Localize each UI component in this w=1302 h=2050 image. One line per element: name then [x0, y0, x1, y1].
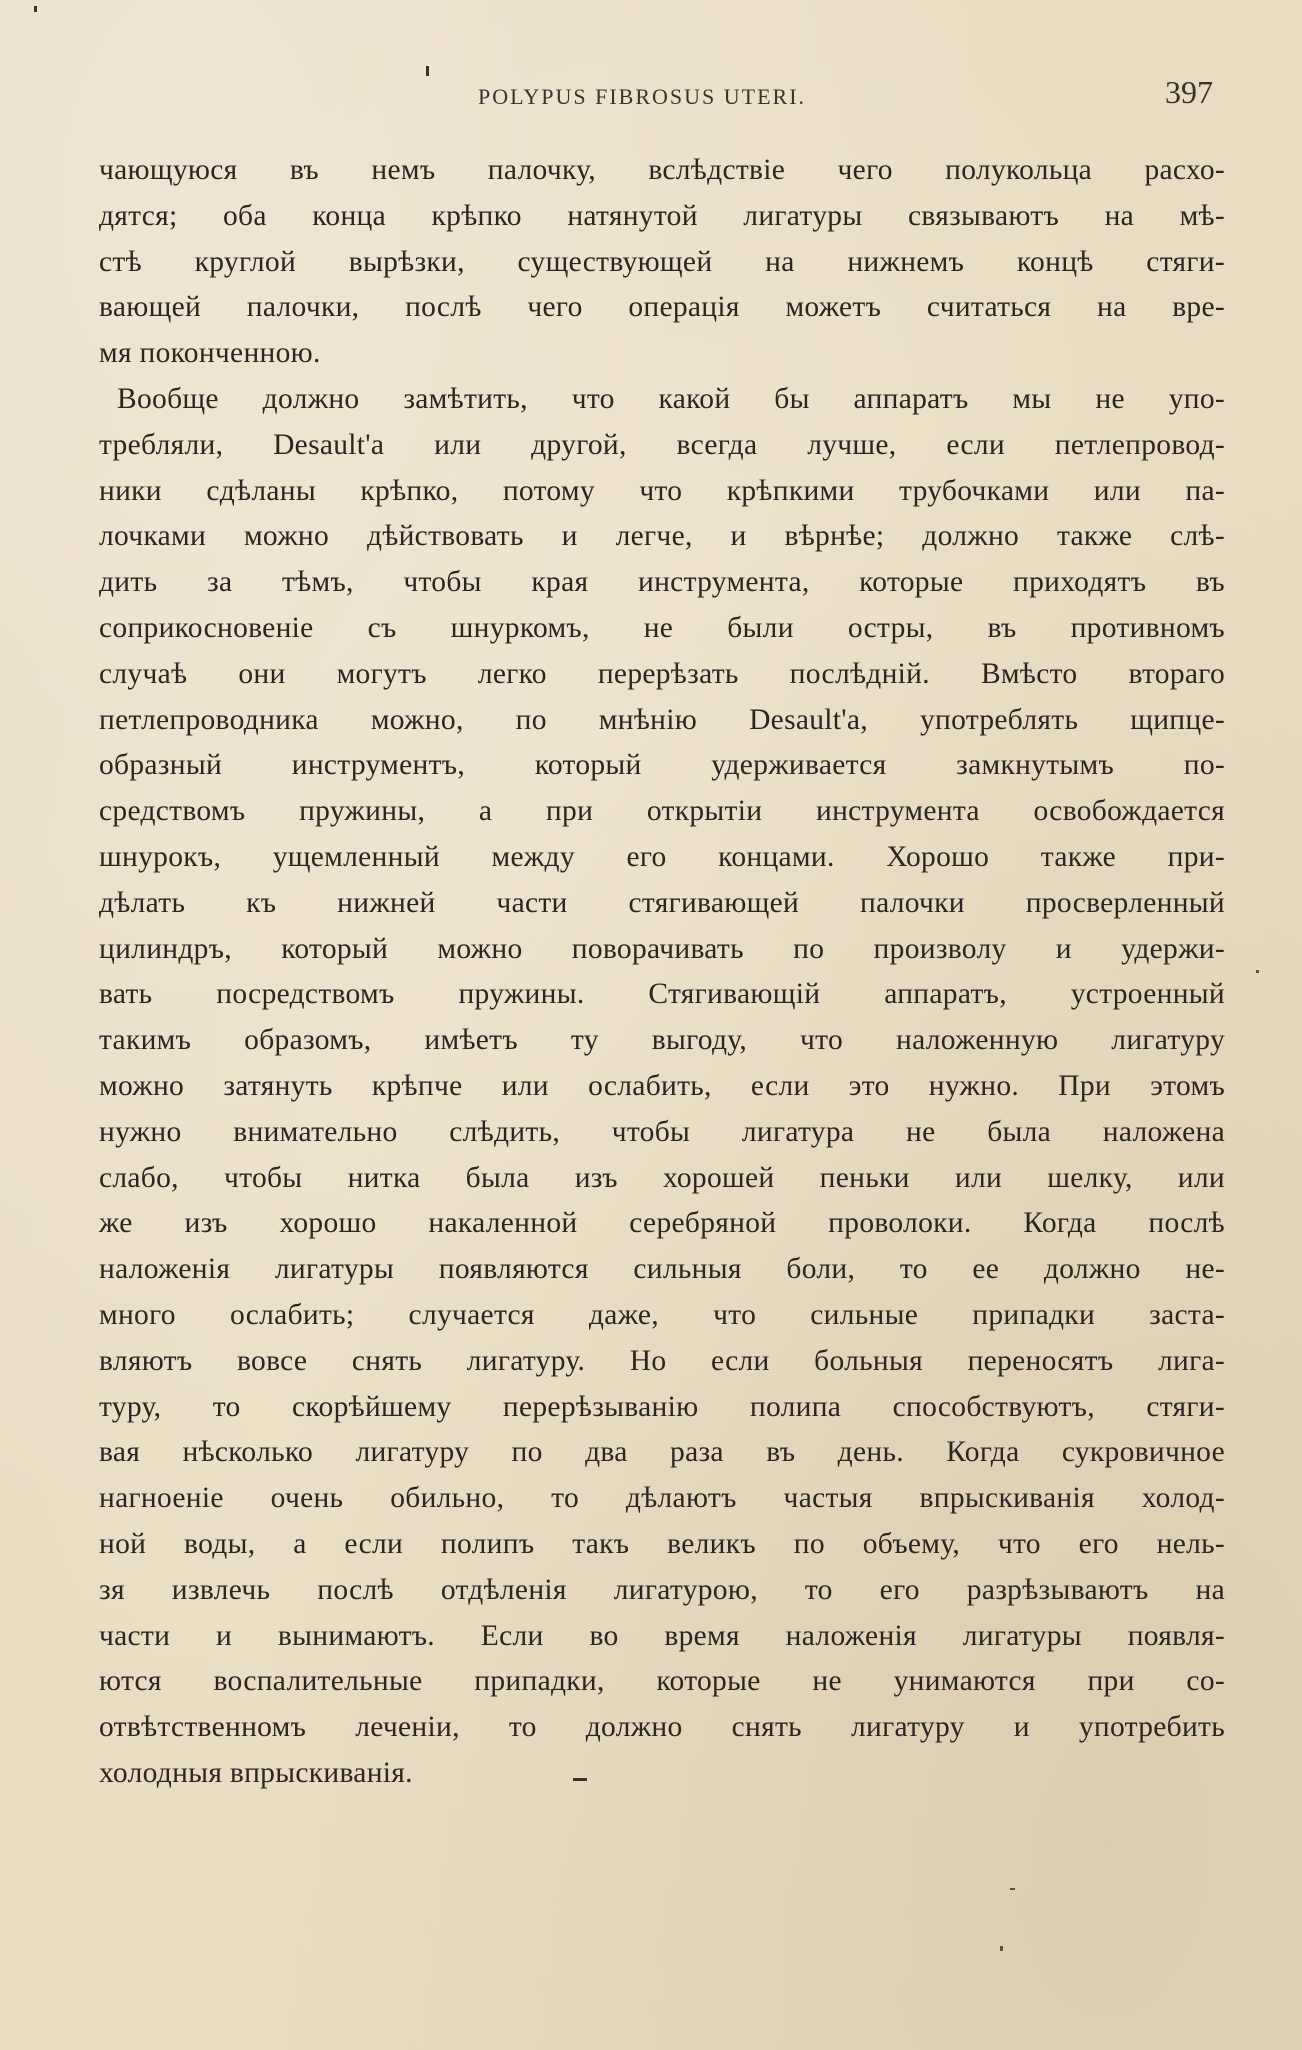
text-line: наложенія лигатуры появляются сильныя боли, то ее должно не- — [99, 1253, 1225, 1286]
text-line: туру, то скорѣйшему перерѣзыванію полипа способствуютъ, стяги- — [99, 1390, 1225, 1423]
text-line: вающей палочки, послѣ чего операція можетъ считаться на вре- — [99, 291, 1225, 324]
text-line: такимъ образомъ, имѣетъ ту выгоду, что наложенную лигатуру — [99, 1024, 1225, 1057]
text-line: мя поконченною. — [99, 337, 321, 370]
text-line: ной воды, а если полипъ такъ великъ по объему, что его нель- — [99, 1527, 1225, 1560]
text-line: шнурокъ, ущемленный между его концами. Хорошо также при- — [99, 840, 1225, 873]
ink-speck — [1256, 970, 1259, 973]
text-line: ются воспалительные припадки, которые не унимаются при со- — [99, 1665, 1225, 1698]
ink-speck — [1000, 1946, 1003, 1951]
text-line: части и вынимаютъ. Если во время наложенія лигатуры появля- — [99, 1619, 1225, 1652]
text-line: вляютъ вовсе снять лигатуру. Но если больныя переносятъ лига- — [99, 1344, 1225, 1377]
text-line: же изъ хорошо накаленной серебряной проволоки. Когда послѣ — [99, 1207, 1225, 1240]
text-line: средствомъ пружины, а при открытіи инструмента освобождается — [99, 795, 1225, 828]
text-line: нагноеніе очень обильно, то дѣлаютъ частыя впрыскиванія холод- — [99, 1482, 1225, 1515]
text-line: цилиндръ, который можно поворачивать по произволу и удержи- — [99, 932, 1225, 965]
text-line: Вообще должно замѣтить, что какой бы аппаратъ мы не упо- — [117, 382, 1225, 415]
running-title: POLYPUS FIBROSUS UTERI. — [478, 84, 807, 109]
text-line: стѣ круглой вырѣзки, существующей на нижнемъ концѣ стяги- — [99, 245, 1225, 278]
text-line: дятся; оба конца крѣпко натянутой лигатуры связываютъ на мѣ- — [99, 199, 1225, 232]
paragraph-1 — [99, 148, 1225, 377]
body-text — [99, 148, 1225, 1797]
text-line: образный инструментъ, который удерживается замкнутымъ по- — [99, 749, 1225, 782]
text-line: ники сдѣланы крѣпко, потому что крѣпкими трубочками или па- — [99, 474, 1225, 507]
text-line: можно затянуть крѣпче или ослабить, если это нужно. При этомъ — [99, 1069, 1225, 1102]
text-line: много ослабить; случается даже, что сильные припадки заста- — [99, 1298, 1225, 1331]
text-line: случаѣ они могутъ легко перерѣзать послѣдній. Вмѣсто втораго — [99, 657, 1225, 690]
text-line: отвѣтственномъ леченіи, то должно снять лигатуру и употребить — [99, 1711, 1225, 1744]
text-line: зя извлечь послѣ отдѣленія лигатурою, то его разрѣзываютъ на — [99, 1573, 1225, 1606]
text-line: дѣлать къ нижней части стягивающей палочки просверленный — [99, 886, 1225, 919]
text-line: нужно внимательно слѣдить, чтобы лигатура не была наложена — [99, 1115, 1225, 1148]
paragraph-2 — [99, 377, 1225, 1797]
ink-speck — [426, 66, 429, 76]
text-line: чающуюся въ немъ палочку, вслѣдствіе чего полукольца расхо- — [99, 154, 1225, 186]
ink-speck — [1010, 1888, 1015, 1890]
page-number: 397 — [1165, 74, 1213, 110]
text-line: требляли, Desault'а или другой, всегда лучше, если петлепровод- — [99, 428, 1225, 461]
text-line: соприкосновеніе съ шнуркомъ, не были остры, въ противномъ — [99, 611, 1225, 644]
text-line: вая нѣсколько лигатуру по два раза въ день. Когда сукровичное — [99, 1436, 1225, 1469]
page-header — [100, 74, 1225, 118]
text-line: лочками можно дѣйствовать и легче, и вѣрнѣе; должно также слѣ- — [99, 520, 1225, 553]
ink-speck — [34, 6, 37, 12]
text-line: холодныя впрыскиванія. — [99, 1756, 413, 1789]
text-line: слабо, чтобы нитка была изъ хорошей пеньки или шелку, или — [99, 1161, 1225, 1194]
text-line: вать посредствомъ пружины. Стягивающій аппаратъ, устроенный — [99, 978, 1225, 1011]
text-line: петлепроводника можно, по мнѣнію Desault'а, употреблять щипце- — [99, 703, 1225, 736]
text-line: дить за тѣмъ, чтобы края инструмента, которые приходятъ въ — [99, 566, 1225, 599]
